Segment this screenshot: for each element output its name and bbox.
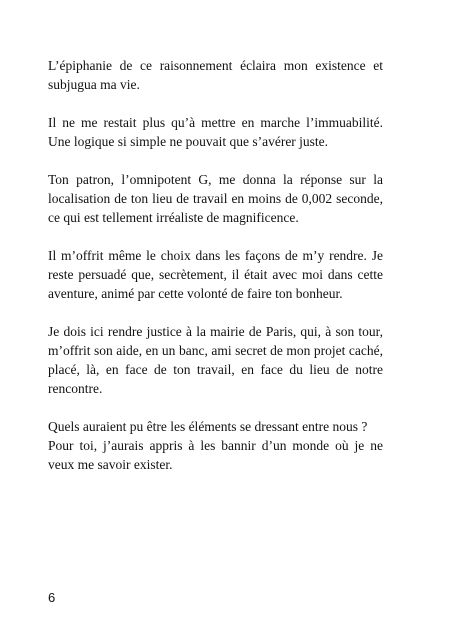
- closing-line: Pour toi, j’aurais appris à les bannir d’un monde où je ne veux me savoir exister.: [48, 438, 383, 472]
- paragraph-5: Je dois ici rendre justice à la mairie de Paris, qui, à son tour, m’offrit son aide, en un banc, ami secret de mon projet caché, placé, là, en face de ton travail, en face du lieu de notre rencontre.: [48, 324, 383, 396]
- body-text: [48, 56, 383, 493]
- paragraph-2: Il ne me restait plus qu’à mettre en marche l’immuabilité. Une logique si simple ne pouvait que s’avérer juste.: [48, 115, 383, 149]
- page-number: 6: [48, 590, 56, 605]
- paragraph-4: Il m’offrit même le choix dans les façons de m’y rendre. Je reste persuadé que, secrètement, il était avec moi dans cette aventure, animé par cette volonté de faire ton bonheur.: [48, 248, 383, 301]
- paragraph-3: Ton patron, l’omnipotent G, me donna la réponse sur la localisation de ton lieu de travail en moins de 0,002 seconde, ce qui est tellement irréaliste de magnificence.: [48, 172, 383, 225]
- paragraph-1: L’épiphanie de ce raisonnement éclaira mon existence et subjugua ma vie.: [48, 58, 383, 92]
- question-line: Quels auraient pu être les éléments se dressant entre nous ?: [48, 419, 368, 434]
- paragraph-6: [48, 417, 383, 474]
